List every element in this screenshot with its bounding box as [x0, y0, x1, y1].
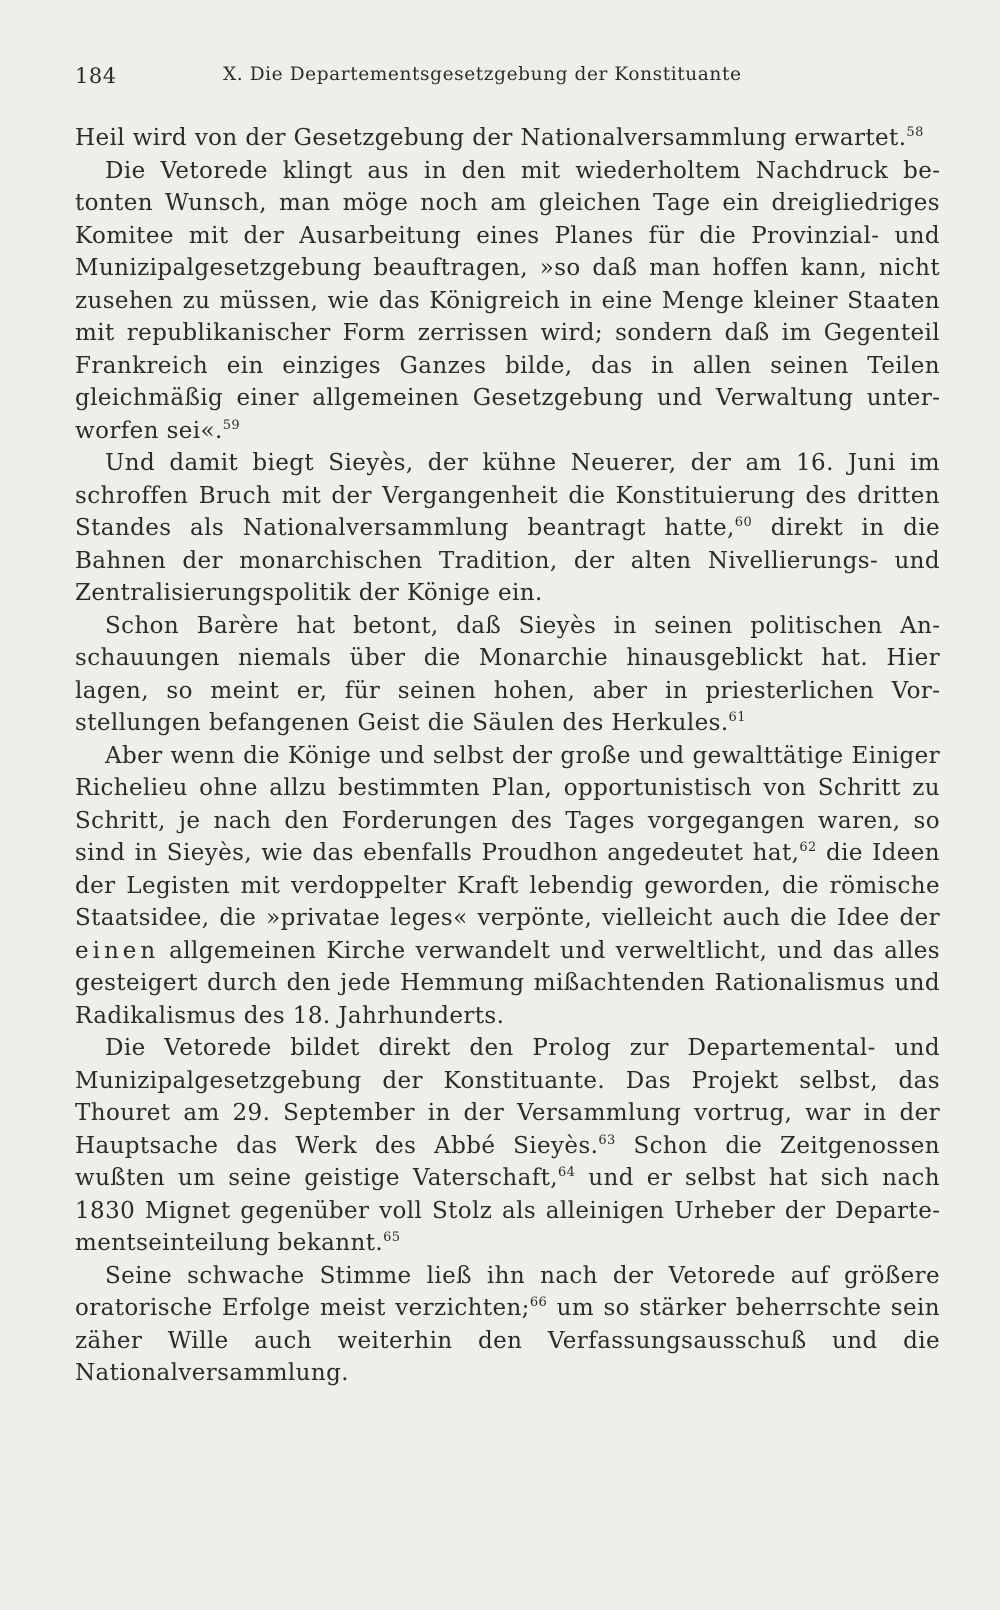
page-header: [75, 58, 940, 92]
text-segment: Die Vetorede bildet direkt den Prolog zur Departemental- und Munizipalgesetzgebung der Konstituante. Das Projekt selbst, das Thouret am 29. September in der Versammlung vortrug, war in der Hauptsache das Werk des Abbé Sieyès.: [75, 1035, 940, 1159]
text-segment: Schon Barère hat betont, daß Sieyès in seinen politischen Anschauungen niemals über die Monarchie hinausgeblickt hat. Hier lagen, so meint er, für seinen hohen, aber in priesterlichen Vorstellungen befangenen Geist die Säulen des Herkules.: [75, 612, 940, 736]
footnote-reference: 66: [529, 1295, 548, 1310]
footnote-reference: 64: [558, 1165, 576, 1180]
footnote-reference: 65: [383, 1230, 401, 1245]
paragraph: [75, 1032, 940, 1260]
text-segment: direkt in die Bahnen der monarchischen Tradition, der alten Nivellierungs- und Zentralisierungspolitik der Könige ein.: [75, 515, 940, 606]
text-segment: und er selbst hat sich nach 1830 Mignet gegenüber voll Stolz als alleinigen Urheber der Departementseinteilung bekannt.: [75, 1165, 941, 1256]
footnote-reference: 63: [598, 1132, 616, 1148]
paragraph: [75, 122, 940, 155]
book-page: [75, 58, 940, 1390]
text-segment: die Ideen der Legisten mit verdoppelter Kraft lebendig geworden, die römische Staatsidee, die »privatae leges« verpönte, vielleicht auch die Idee der: [75, 840, 940, 931]
paragraph: [75, 447, 940, 610]
text-segment: Die Vetorede klingt aus in den mit wiederholtem Nachdruck betonten Wunsch, man möge noch am gleichen Tage ein dreigliedriges Komitee mit der Ausarbeitung eines Planes für die Provinzial- und Munizipalgesetzgebung beauftragen, »so daß man hoffen kann, nicht zusehen zu müssen, wie das Königreich in eine Menge kleiner Staaten mit republikanischer Form zerrissen wird; sondern daß im Gegenteil Frankreich ein einziges Ganzes bilde, das in allen seinen Teilen gleichmäßig einer allgemeinen Gesetzgebung und Verwaltung unterworfen sei«.: [75, 157, 940, 444]
text-segment: um so stärker beherrschte sein zäher Wille auch weiterhin den Verfassungsausschuß und die Nationalversammlung.: [75, 1295, 940, 1386]
paragraph: [75, 155, 940, 448]
footnote-reference: 61: [728, 710, 746, 725]
footnote-reference: 62: [799, 840, 817, 855]
paragraph: [75, 1260, 940, 1390]
text-segment: Aber wenn die Könige und selbst der große und gewalttätige Einiger Richelieu ohne allzu bestimmten Plan, opportunistisch von Schritt zu Schritt, je nach den Forderungen des Tages vorgegangen waren, so sind in Sieyès, wie das ebenfalls Proudhon angedeutet hat,: [75, 742, 940, 866]
paragraph: [75, 740, 940, 1033]
footnote-reference: 60: [734, 515, 753, 530]
emphasized-text: einen: [75, 937, 160, 964]
text-segment: allgemeinen Kirche verwandelt und verweltlicht, und das alles gesteigert durch den jede Hemmung mißachtenden Rationalismus und Radikalismus des 18. Jahrhunderts.: [75, 937, 940, 1029]
body-text: [75, 122, 940, 1390]
page-number: 184: [75, 64, 117, 88]
text-segment: Schon die Zeitgenossen wußten um seine geistige Vaterschaft,: [75, 1132, 940, 1191]
text-segment: Seine schwache Stimme ließ ihn nach der Vetorede auf größere oratorische Erfolge meist verzichten;: [75, 1262, 940, 1321]
text-segment: Heil wird von der Gesetzgebung der Nationalversammlung erwartet.: [75, 125, 907, 151]
footnote-reference: 59: [222, 417, 241, 433]
text-segment: Und damit biegt Sieyès, der kühne Neuerer, der am 16. Juni im schroffen Bruch mit der Vergangenheit die Konstituierung des dritten Standes als Nationalversammlung beantragt hatte,: [75, 450, 940, 541]
running-title: X. Die Departementsgesetzgebung der Konstituante: [223, 64, 742, 85]
footnote-reference: 58: [906, 125, 924, 140]
paragraph: [75, 610, 940, 740]
